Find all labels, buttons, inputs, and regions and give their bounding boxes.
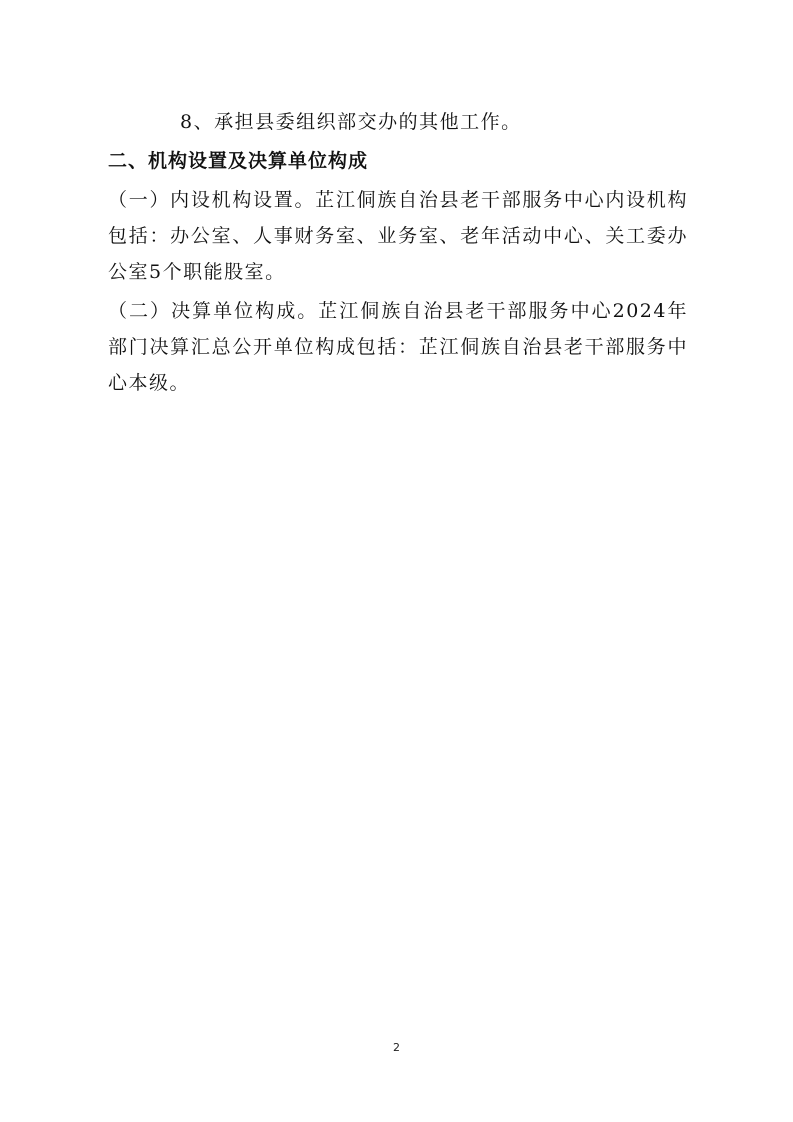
page-number: 2 <box>393 1041 400 1054</box>
list-item-8: 8、承担县委组织部交办的其他工作。 <box>180 111 522 133</box>
section-heading: 二、机构设置及决算单位构成 <box>108 150 369 172</box>
subsection-budget-units: （二）决算单位构成。芷江侗族自治县老干部服务中心2024年部门决算汇总公开单位构成包括：芷江侗族自治县老干部服务中心本级。 <box>108 300 688 394</box>
document-body <box>108 104 688 401</box>
subsection-internal-structure: （一）内设机构设置。芷江侗族自治县老干部服务中心内设机构包括：办公室、人事财务室、业务室、老年活动中心、关工委办公室5个职能股室。 <box>108 189 688 283</box>
